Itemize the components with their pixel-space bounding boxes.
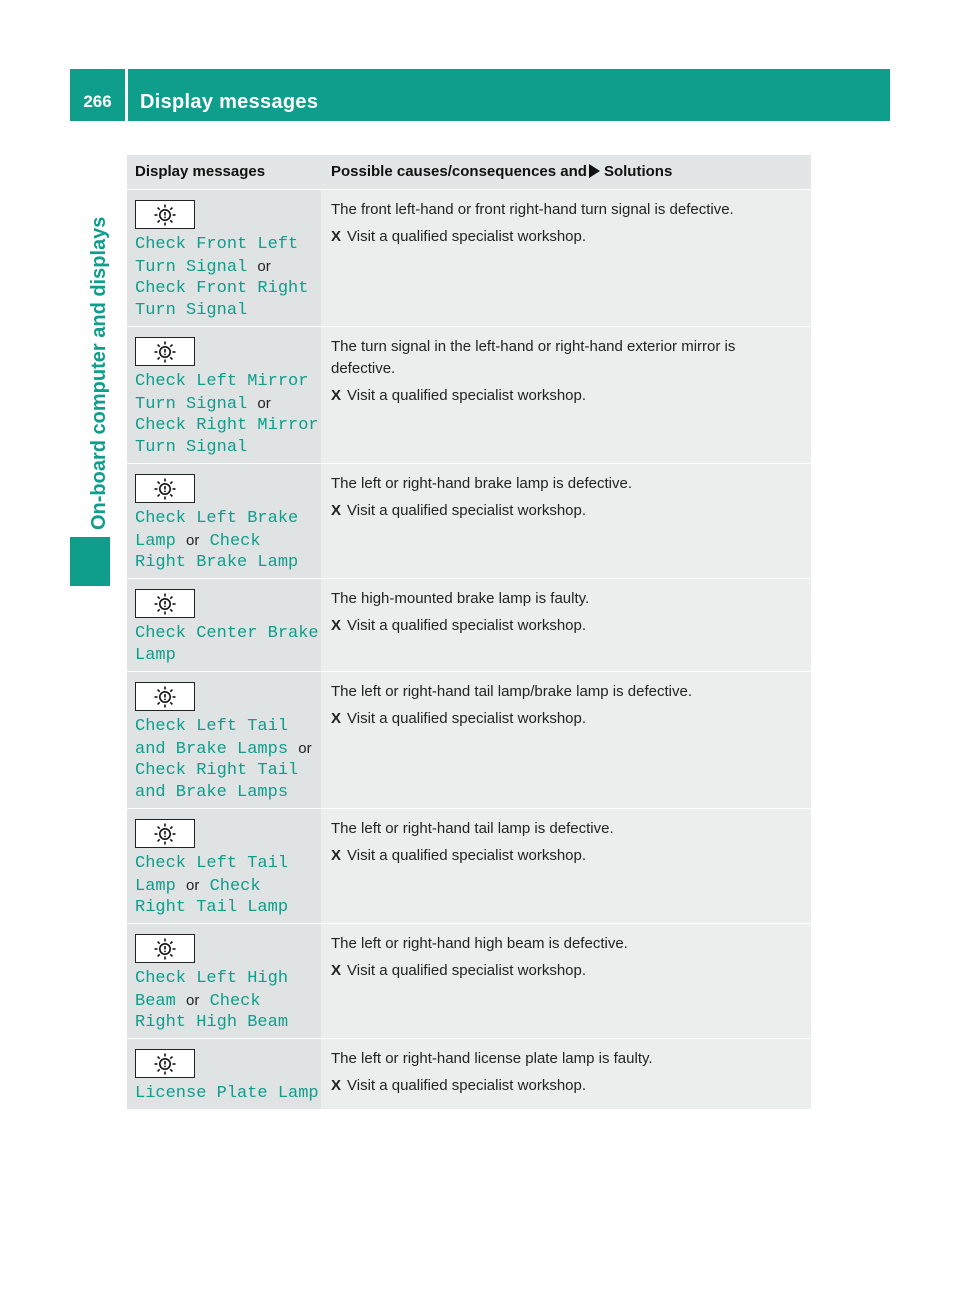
lamp-warning-icon (135, 934, 195, 963)
display-message: Check Front Left Turn Signal or Check Front Right Turn Signal (135, 235, 309, 320)
table-row (127, 464, 811, 579)
action-item: X Visit a qualified specialist workshop. (331, 500, 801, 522)
cause-text: The left or right-hand tail lamp is defective. (331, 820, 614, 837)
table-row (127, 809, 811, 924)
arrow-right-icon (589, 164, 600, 178)
solution-cell (321, 672, 811, 808)
action-item: X Visit a qualified specialist workshop. (331, 845, 801, 867)
display-messages-table (127, 155, 811, 1110)
page-title: Display messages (140, 91, 319, 113)
page-number: 266 (83, 92, 112, 111)
cause-text: The left or right-hand license plate lamp is faulty. (331, 1050, 653, 1067)
display-message: License Plate Lamp (135, 1084, 319, 1103)
table-header (127, 155, 811, 190)
col-header-solutions-pre: Possible causes/consequences and (331, 163, 587, 180)
solution-cell (321, 809, 811, 923)
cause-text: The turn signal in the left-hand or right-hand exterior mirror is defective. (331, 338, 736, 377)
action-item: X Visit a qualified specialist workshop. (331, 615, 801, 637)
section-sidebar-label: On-board computer and displays (88, 216, 110, 530)
table-row (127, 327, 811, 464)
action-item: X Visit a qualified specialist workshop. (331, 708, 801, 730)
display-message: Check Left Mirror Turn Signal or Check Right Mirror Turn Signal (135, 372, 319, 457)
solution-cell (321, 327, 811, 463)
message-cell (127, 672, 321, 808)
cause-text: The high-mounted brake lamp is faulty. (331, 590, 590, 607)
display-message: Check Center Brake Lamp (135, 624, 319, 665)
message-cell (127, 579, 321, 671)
cause-text: The left or right-hand brake lamp is defective. (331, 475, 632, 492)
header-separator (125, 69, 128, 121)
display-message: Check Left Tail and Brake Lamps or Check Right Tail and Brake Lamps (135, 717, 312, 802)
cause-text: The left or right-hand high beam is defective. (331, 935, 628, 952)
action-item: X Visit a qualified specialist workshop. (331, 385, 801, 407)
display-message: Check Left High Beam or Check Right High Beam (135, 969, 289, 1032)
display-message: Check Left Brake Lamp or Check Right Brake Lamp (135, 509, 299, 572)
message-cell (127, 809, 321, 923)
solution-cell (321, 924, 811, 1038)
action-marker-icon: X (331, 1077, 342, 1094)
message-cell (127, 190, 321, 326)
action-marker-icon: X (331, 617, 342, 634)
message-cell (127, 924, 321, 1038)
table-row (127, 672, 811, 809)
solution-cell (321, 1039, 811, 1109)
action-marker-icon: X (331, 710, 342, 727)
action-marker-icon: X (331, 387, 342, 404)
solution-cell (321, 464, 811, 578)
action-marker-icon: X (331, 228, 342, 245)
lamp-warning-icon (135, 682, 195, 711)
action-item: X Visit a qualified specialist workshop. (331, 960, 801, 982)
table-row (127, 1039, 811, 1110)
message-cell (127, 327, 321, 463)
message-cell (127, 1039, 321, 1109)
solution-cell (321, 579, 811, 671)
lamp-warning-icon (135, 337, 195, 366)
cause-text: The front left-hand or front right-hand turn signal is defective. (331, 201, 734, 218)
cause-text: The left or right-hand tail lamp/brake lamp is defective. (331, 683, 693, 700)
action-item: X Visit a qualified specialist workshop. (331, 1075, 801, 1097)
table-row (127, 579, 811, 672)
lamp-warning-icon (135, 200, 195, 229)
solution-cell (321, 190, 811, 326)
display-message: Check Left Tail Lamp or Check Right Tail Lamp (135, 854, 289, 917)
table-row (127, 924, 811, 1039)
action-marker-icon: X (331, 502, 342, 519)
col-header-solutions-post: Solutions (603, 163, 673, 180)
action-marker-icon: X (331, 847, 342, 864)
table-row (127, 190, 811, 327)
lamp-warning-icon (135, 474, 195, 503)
message-cell (127, 464, 321, 578)
col-header-solutions (321, 155, 811, 189)
lamp-warning-icon (135, 819, 195, 848)
lamp-warning-icon (135, 1049, 195, 1078)
action-item: X Visit a qualified specialist workshop. (331, 226, 801, 248)
col-header-messages: Display messages (135, 163, 266, 180)
action-marker-icon: X (331, 962, 342, 979)
section-sidebar-block (70, 537, 110, 586)
lamp-warning-icon (135, 589, 195, 618)
